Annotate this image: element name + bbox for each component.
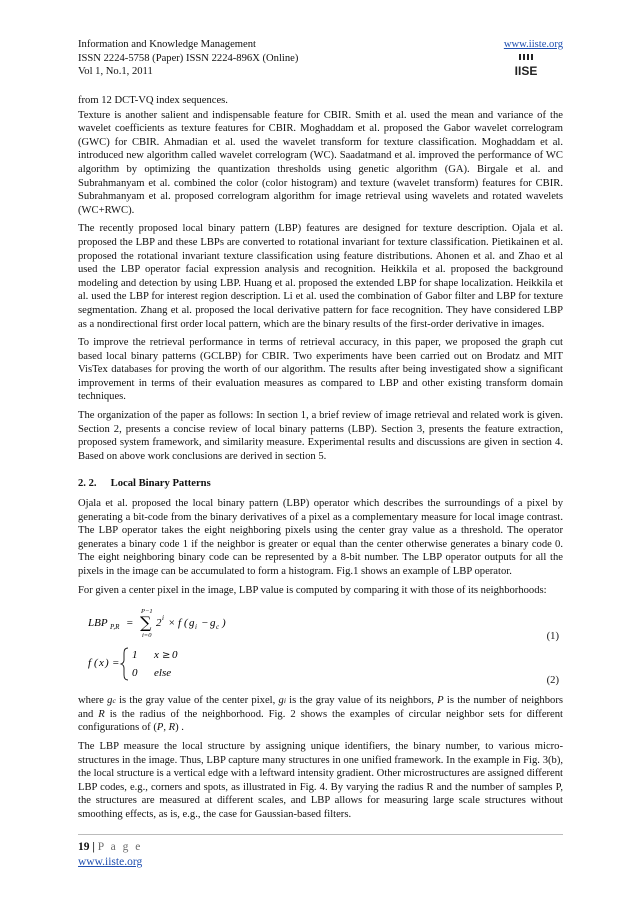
svg-text:c: c [216,623,220,632]
page-word: P a g e [97,841,143,853]
step-function-formula [88,644,288,684]
svg-text:(: ( [94,657,98,670]
paragraph: Ojala et al. proposed the local binary pattern (LBP) operator which describes the surroundings of a pixel by generating a bit-code from the binary derivatives of a pixel as a complementary measure for local image contrast. The LBP operator takes the eight neighboring pixels using the center gray value as a threshold. The operator generates a binary code 1 if the neighbor is greater or equal than the center otherwise generates a binary code 0. The eight neighboring binary code can be represented by a 8-bit number. The LBP operator outputs for all the pixels in the image can be accumulated to form a histogram. Fig.1 shows an example of LBP operator. [78,498,563,577]
svg-text:): ) [222,617,226,630]
logo-text: IISE [514,64,538,78]
footer-divider [78,834,563,835]
svg-text:LBP: LBP [88,617,108,630]
iiste-logo-icon [512,54,540,78]
journal-name: Information and Knowledge Management [78,39,256,50]
svg-text:g: g [210,617,216,630]
svg-text:f: f [88,657,92,670]
svg-text:0: 0 [172,649,178,662]
journal-issn: ISSN 2224-5758 (Paper) ISSN 2224-896X (Online) [78,52,299,64]
svg-text:−: − [201,617,209,630]
svg-text:x: x [99,657,104,670]
svg-text:=: = [126,617,134,630]
svg-text:): ) [105,657,109,670]
paragraph: The recently proposed local binary pattern (LBP) features are designed for texture description. Ojala et al. proposed the LBP and these LBPs are converted to rotational invariant for texture classification. Pietikainen et al. proposed the rotational invariant texture classification using feature distributions. Ahonen et al. and Zhao et al used the LBP operator facial expression analysis and recognition. Heikkila et al. proposed the background modeling and detection by using LBP. Huang et al. proposed the extended LBP for shape localization. Heikkila et al. used the LBP for interest region description. Li et al. used the combination of Gabor filter and LBP for texture segmentation. Zhang et al. proposed the local derivative pattern for face recognition. They have considered LBP as a nondirectional first order local pattern, which are the binary results of the first-order derivative in images. [78,223,563,330]
svg-text:else: else [154,667,172,680]
svg-text:P,R: P,R [110,623,120,632]
svg-text:i: i [162,614,164,623]
page-footer: 19 | P a g e www.iiste.org [78,841,143,868]
svg-text:2: 2 [156,617,162,630]
paragraph: To improve the retrieval performance in terms of retrieval accuracy, in this paper, we proposed the graph cut based local binary patterns (GCLBP) for CBIR. Two experiments have been carried out on Brodatz and MIT VisTex databases for proving the worth of our algorithm. The results after being investigated show a significant improvement in terms of their evaluation measures as compared to LBP and other existing transform domain techniques. [78,337,563,403]
svg-text:0: 0 [132,667,138,680]
section-heading [78,477,563,491]
section-number: 2. 2. [78,478,97,490]
lbp-formula [88,602,288,644]
footer-website-link[interactable]: www.iiste.org [78,856,143,868]
svg-text:∑: ∑ [140,613,152,633]
journal-header [78,38,563,79]
paragraph: The LBP measure the local structure by assigning unique identifiers, the binary number, to various micro-structures in the image. Thus, LBP capture many structures in one unified framework. In the example in Fig. 3(b), the local structure is a vertical edge with a leftward intensity gradient. Other microstructures are assigned different LBP codes, e.g., corners and spots, as illustrated in Fig. 4. By varying the radius R and the number of samples P, the structures are measured at different scales, and LBP allows for measuring large scale structures without smoothing effects, as is, e.g., the case for Gaussian-based filters. [78,740,563,820]
svg-text:≥: ≥ [162,650,171,662]
paragraph: Texture is another salient and indispensable feature for CBIR. Smith et al. used the mean and variance of the wavelet coefficients as texture features for CBIR. Moghaddam et al. proposed the Gabor wavelet correlogram (GWC) for CBIR. Ahmadian et al. used the wavelet transform for texture classification. Moghaddam et al. introduced new algorithm called wavelet correlogram (WC). Saadatmand et al. improved the performance of WC algorithm by optimizing the quantization thresholds using genetic algorithm (GA). Birgale et al. and Subrahmanyam et al. combined the color (color histogram) and texture (wavelet transform) features for CBIR. Subrahmanyam et al. proposed correlogram algorithm for image retrieval using wavelets and rotated wavelets (WC+RWC). [78,109,563,216]
svg-text:i=0: i=0 [142,632,152,640]
svg-text:×: × [168,617,176,630]
svg-text:(: ( [184,617,188,630]
article-body [78,94,563,827]
paragraph: For given a center pixel in the image, LBP value is computed by comparing it with those of its neighborhoods: [78,584,547,596]
svg-text:1: 1 [132,649,138,662]
equation-number: (1) [546,631,559,643]
svg-text:f: f [178,617,182,630]
svg-text:g: g [189,617,195,630]
paragraph: where gc is the gray value of the center pixel, gi is the gray value of its neighbors, P is the number of neighbors and R is the radius of the neighborhood. Fig. 2 shows the examples of circular neighbor sets for different configurations of (P, R) . [78,695,564,734]
header-website-link[interactable]: www.iiste.org [503,39,563,50]
journal-volume: Vol 1, No.1, 2011 [78,66,153,78]
svg-text:x: x [154,649,159,662]
svg-text:i: i [195,623,197,632]
page-number: 19 [78,841,90,853]
paragraph: The organization of the paper as follows: In section 1, a brief review of image retrieval and related work is given. Section 2, presents a concise review of local binary patterns (LBP). Section 3, presents the feature extraction, proposed system framework, and similarity measure. Experimental results and discussions are given in section 4. Based on above work conclusions are derived in section 5. [78,410,563,462]
svg-text:P−1: P−1 [141,608,153,616]
equation-1 [78,602,563,644]
svg-text:=: = [112,657,120,670]
equation-number: (2) [546,675,559,687]
section-title: Local Binary Patterns [110,478,211,490]
equation-2 [78,644,563,687]
paragraph: from 12 DCT-VQ index sequences. [78,95,228,106]
